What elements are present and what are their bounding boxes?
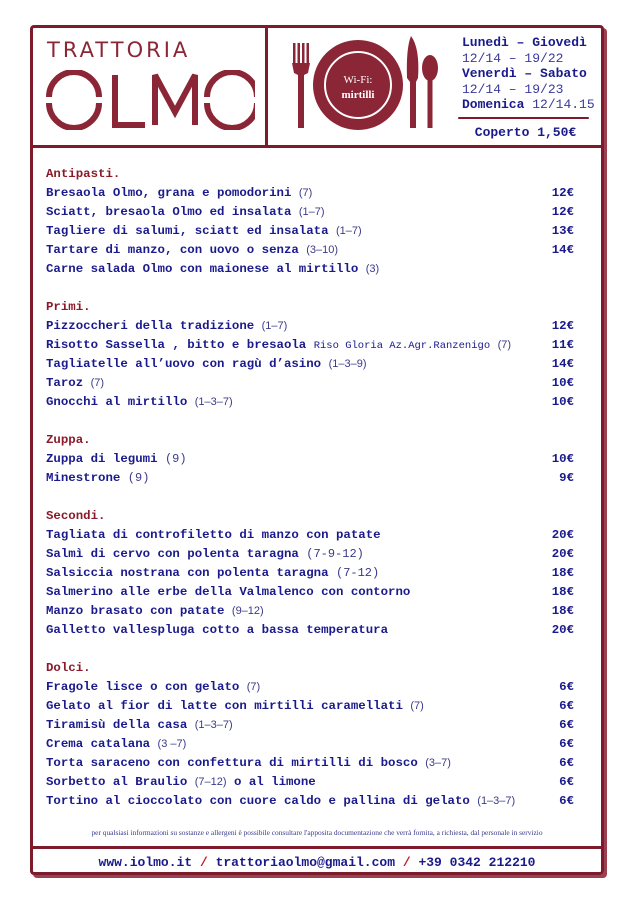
item-name: Carne salada Olmo con maionese al mirtillo [46, 262, 359, 276]
logo-olmo [45, 70, 255, 130]
item-allergens: (1–3–7) [477, 795, 516, 807]
item-price: 6€ [559, 718, 574, 732]
phone-number[interactable]: +39 0342 212210 [418, 855, 536, 870]
item-name: Torta saraceno con confettura di mirtilli di bosco [46, 756, 418, 770]
menu-item [46, 469, 586, 488]
item-price: 10€ [551, 376, 574, 390]
menu-item [46, 374, 586, 393]
menu-item [46, 583, 586, 602]
menu-item [46, 773, 586, 792]
item-allergens: (9) [164, 452, 187, 466]
menu-item [46, 184, 586, 203]
item-name: Salmì di cervo con polenta taragna [46, 547, 299, 561]
wifi-password: mirtilli [341, 89, 375, 101]
item-name: Bresaola Olmo, grana e pomodorini [46, 186, 292, 200]
menu-item [46, 260, 586, 279]
item-name: Manzo brasato con patate [46, 604, 225, 618]
menu-item [46, 545, 586, 564]
item-price: 9€ [559, 471, 574, 485]
item-allergens: (1–7) [298, 206, 325, 218]
item-name: Tiramisù della casa [46, 718, 188, 732]
item-price: 6€ [559, 756, 574, 770]
item-allergens: (7) [298, 187, 313, 199]
hours-times-2: 12/14 – 19/23 [462, 82, 564, 97]
header [33, 28, 601, 148]
item-suffix: o al limone [226, 775, 316, 789]
section-title: Antipasti. [46, 167, 121, 181]
coperto: Coperto 1,50€ [474, 125, 577, 140]
item-name: Pizzoccheri della tradizione [46, 319, 255, 333]
menu-item [46, 564, 586, 583]
item-price: 6€ [559, 794, 574, 808]
item-price: 20€ [551, 528, 574, 542]
item-name: Galletto vallespluga cotto a bassa temperatura [46, 623, 389, 637]
item-name: Gelato al fior di latte con mirtilli caramellati [46, 699, 403, 713]
section-title: Dolci. [46, 661, 91, 675]
item-name: Fragole lisce o con gelato [46, 680, 240, 694]
hours-sunday [462, 97, 595, 112]
item-allergens: (1–7) [336, 225, 362, 237]
item-name: Minestrone [46, 471, 121, 485]
menu-frame [30, 25, 604, 875]
section-title: Secondi. [46, 509, 106, 523]
separator: / [199, 855, 208, 870]
item-name: Tartare di manzo, con uovo o senza [46, 243, 299, 257]
item-allergens: (9) [127, 471, 150, 485]
email-link[interactable]: trattoriaolmo@gmail.com [215, 855, 396, 870]
item-price: 18€ [551, 566, 574, 580]
item-allergens: (7) [246, 681, 261, 693]
item-allergens: (3 –7) [157, 738, 187, 750]
item-price: 12€ [551, 186, 574, 200]
section-title: Zuppa. [46, 433, 91, 447]
menu-item [46, 450, 586, 469]
item-price: 6€ [559, 680, 574, 694]
item-price: 6€ [559, 699, 574, 713]
item-note: Riso Gloria Az.Agr.Ranzenigo [313, 340, 491, 352]
section-title: Primi. [46, 300, 91, 314]
menu-item [46, 754, 586, 773]
item-name: Tagliata di controfiletto di manzo con patate [46, 528, 381, 542]
item-price: 14€ [551, 357, 574, 371]
logo [33, 28, 268, 145]
item-allergens: (7) [410, 700, 424, 712]
allergen-disclaimer: per qualsiasi informazioni su sostanze e allergeni è possibile consultare l'apposita documentazione che verrà fornita, a richiesta, dal personale in servizio [91, 828, 543, 837]
item-price: 18€ [551, 585, 574, 599]
item-allergens: (1–7) [261, 320, 288, 332]
menu-item [46, 621, 586, 640]
cutlery-icon [268, 28, 450, 145]
item-price: 6€ [559, 737, 574, 751]
item-price: 6€ [559, 775, 574, 789]
separator: / [402, 855, 411, 870]
item-name: Salsiccia nostrana con polenta taragna [46, 566, 329, 580]
menu-item [46, 678, 586, 697]
section-gap [46, 488, 586, 507]
item-name: Sciatt, bresaola Olmo ed insalata [46, 205, 292, 219]
item-name: Gnocchi al mirtillo [46, 395, 188, 409]
item-allergens: (3–10) [306, 244, 339, 256]
item-allergens: (9–12) [231, 605, 264, 617]
menu-item [46, 222, 586, 241]
item-price: 10€ [551, 395, 574, 409]
menu-item [46, 336, 586, 355]
item-name: Tortino al cioccolato con cuore caldo e pallina di gelato [46, 794, 470, 808]
item-price: 20€ [551, 547, 574, 561]
menu-item [46, 697, 586, 716]
section-gap [46, 640, 586, 659]
item-name: Tagliatelle all’uovo con ragù d’asino [46, 357, 322, 371]
item-allergens: (7) [90, 377, 105, 389]
item-allergens: (3) [365, 263, 380, 275]
hours-divider [458, 117, 589, 119]
item-name: Risotto Sassella , bitto e bresaola [46, 338, 307, 352]
menu-item [46, 792, 586, 811]
wifi-label: Wi-Fi: [343, 74, 373, 86]
menu-item [46, 716, 586, 735]
hours-days-2: Venerdì – Sabato [462, 66, 587, 81]
menu-item [46, 602, 586, 621]
item-price: 18€ [551, 604, 574, 618]
item-allergens: (1–3–7) [194, 396, 233, 408]
menu-item [46, 317, 586, 336]
item-name: Sorbetto al Braulio [46, 775, 188, 789]
section-gap [46, 279, 586, 298]
section-gap [46, 412, 586, 431]
item-allergens: (7-9-12) [306, 547, 364, 561]
hours-times-3: 12/14.15 [532, 97, 595, 112]
hours-days-1: Lunedì – Giovedì [462, 35, 587, 50]
footer-contacts [33, 846, 601, 878]
item-price: 20€ [551, 623, 574, 637]
item-price: 13€ [551, 224, 574, 238]
item-allergens: (7) [497, 339, 512, 351]
menu-item [46, 526, 586, 545]
menu-item [46, 393, 586, 412]
menu-item [46, 241, 586, 260]
item-allergens: (7-12) [336, 566, 380, 580]
item-price: 12€ [551, 319, 574, 333]
item-price: 12€ [551, 205, 574, 219]
menu-list [46, 165, 586, 811]
item-allergens: (1–3–7) [194, 719, 233, 731]
menu-item [46, 735, 586, 754]
hours-times-1: 12/14 – 19/22 [462, 51, 564, 66]
item-allergens: (7–12) [194, 776, 227, 788]
item-name: Tagliere di salumi, sciatt ed insalata [46, 224, 329, 238]
item-name: Crema catalana [46, 737, 151, 751]
logo-trattoria: TRATTORIA [47, 38, 191, 62]
menu-item [46, 203, 586, 222]
item-allergens: (3–7) [425, 757, 451, 769]
hours-days-3: Domenica [462, 97, 525, 112]
menu-item [46, 355, 586, 374]
item-price: 10€ [551, 452, 574, 466]
opening-hours [450, 28, 601, 145]
item-price: 14€ [551, 243, 574, 257]
item-allergens: (1–3–9) [328, 358, 367, 370]
item-name: Taroz [46, 376, 84, 390]
item-name: Zuppa di legumi [46, 452, 158, 466]
plate-illustration [268, 28, 450, 145]
item-name: Salmerino alle erbe della Valmalenco con contorno [46, 585, 411, 599]
item-price: 11€ [551, 338, 574, 352]
website-link[interactable]: www.iolmo.it [98, 855, 193, 870]
